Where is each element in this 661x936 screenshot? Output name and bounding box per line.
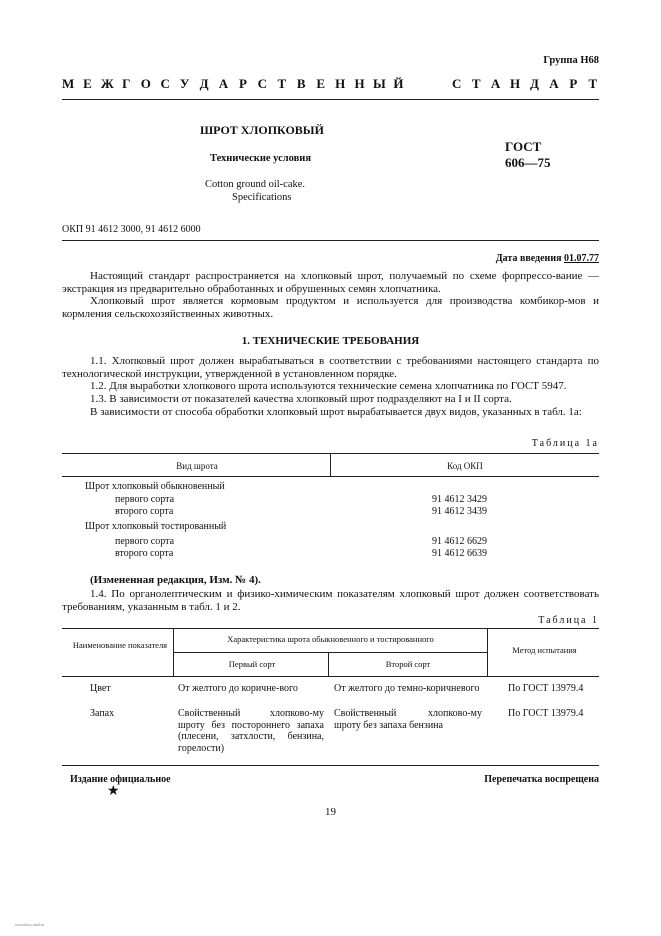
table-1-header-rule <box>62 676 599 677</box>
table-cell-method: По ГОСТ 13979.4 <box>508 708 584 719</box>
table-row: второго сорта <box>115 548 174 559</box>
intro-date-value: 01.07.77 <box>564 253 599 264</box>
clause-1-2: 1.2. Для выработки хлопкового шрота используются технические семена хлопчатника по ГОСТ 5947. <box>90 380 567 392</box>
table-row: первого сорта <box>115 494 175 505</box>
table-1a-header-type: Вид шрота <box>176 461 218 471</box>
banner-letter: О <box>140 76 151 91</box>
table-cell-code: 91 4612 6629 <box>432 536 487 547</box>
official-edition: Издание официальное <box>70 774 171 785</box>
table-row: Цвет <box>90 683 111 694</box>
banner-letter: А <box>218 76 229 91</box>
banner-letter: Е <box>316 76 326 91</box>
english-title: Cotton ground oil-cake. <box>205 179 306 190</box>
table-cell-second: Свойственный хлопково-му шроту без запаха бензина <box>334 708 482 731</box>
intro-paragraph-1: Настоящий стандарт распространяется на хлопковый шрот, получаемый по схеме форпрессо-вание — экстракция из предварительно обработанных и обрушенных семян хлопчатника. <box>62 270 599 295</box>
banner-letter: Н <box>354 76 365 91</box>
table-cell-method: По ГОСТ 13979.4 <box>508 683 584 694</box>
banner-letter: Р <box>238 76 247 91</box>
banner-letter: Й <box>393 76 404 91</box>
table-cell-first: От желтого до коричне-вого <box>178 683 298 694</box>
table-row: первого сорта <box>115 536 175 547</box>
banner-rule <box>62 99 599 100</box>
banner-letter <box>412 77 424 90</box>
table-1a-header-rule <box>62 476 599 477</box>
table-row: Шрот хлопковый тостированный <box>85 521 227 532</box>
banner-letter: Т <box>471 76 481 91</box>
table-cell-code: 91 4612 3439 <box>432 506 487 517</box>
banner-letter: Ы <box>373 76 386 91</box>
banner-letter: Е <box>83 76 92 91</box>
table-1a-header-code: Код ОКП <box>447 461 483 471</box>
table-cell-code: 91 4612 3429 <box>432 494 487 505</box>
banner-letter: С <box>452 76 462 91</box>
banner-letter: С <box>160 76 170 91</box>
banner-letter: Н <box>510 76 521 91</box>
table-cell-code: 91 4612 6639 <box>432 548 487 559</box>
clause-1-4: 1.4. По органолептическим и физико-химическим показателям хлопковый шрот должен соответствовать требованиям, указанным в табл. 1 и 2. <box>62 588 599 613</box>
banner-letter: Т <box>588 76 598 91</box>
table-1a-caption: Таблица 1а <box>531 438 599 449</box>
banner-letter <box>431 77 443 90</box>
table-1-col-divider <box>328 652 329 676</box>
banner-letter: А <box>549 76 559 91</box>
table-1-col-divider <box>487 628 488 676</box>
table-1-header-first: Первый сорт <box>228 659 276 669</box>
section-heading: 1. ТЕХНИЧЕСКИЕ ТРЕБОВАНИЯ <box>241 335 420 347</box>
intro-date <box>496 252 599 265</box>
reprint-prohibited: Перепечатка воспрещена <box>484 774 599 785</box>
banner-letter: Д <box>199 76 209 91</box>
clause-1-3b: В зависимости от способа обработки хлопковый шрот вырабатывается двух видов, указанных в табл. 1а: <box>90 406 582 418</box>
source-stamp: www.docs.cntd.ru <box>15 922 44 927</box>
clause-1-3: 1.3. В зависимости от показателей качества хлопковый шрот подразделяют на I и II сорта. <box>90 393 512 405</box>
clause-1-1: 1.1. Хлопковый шрот должен вырабатываться в соответствии с требованиями настоящего стандарта по технологической инструкции, утвержденной в установленном порядке. <box>62 355 599 380</box>
document-subtitle: Технические условия <box>210 153 312 164</box>
star-icon: ★ <box>107 784 120 799</box>
gost-label: ГОСТ <box>505 139 542 154</box>
table-row: второго сорта <box>115 506 174 517</box>
table-row: Шрот хлопковый обыкновенный <box>85 481 225 492</box>
table-1-header-name: Наименование показателя <box>72 640 168 650</box>
table-1-subheader-rule <box>173 652 487 653</box>
banner-letter: Д <box>530 76 539 91</box>
table-1-header-second: Второй сорт <box>385 659 431 669</box>
group-label: Группа Н68 <box>543 55 599 66</box>
table-row: Запах <box>90 708 115 719</box>
document-title: ШРОТ ХЛОПКОВЫЙ <box>200 123 324 137</box>
table-1-top-rule <box>62 628 599 629</box>
okp-codes: ОКП 91 4612 3000, 91 4612 6000 <box>62 224 201 235</box>
standard-banner <box>62 77 599 90</box>
banner-letter: А <box>490 76 501 91</box>
banner-letter: У <box>179 76 190 91</box>
table-1-header-characteristic: Характеристика шрота обыкновенного и тостированного <box>227 634 434 644</box>
table-1-header-method: Метод испытания <box>512 645 577 655</box>
banner-letter: Т <box>277 76 287 91</box>
intro-paragraph-2: Хлопковый шрот является кормовым продуктом и используется для производства комбикор-мов и кормления сельскохозяйственных животных. <box>62 295 599 320</box>
english-subtitle: Specifications <box>232 192 292 203</box>
amendment-note: (Измененная редакция, Изм. № 4). <box>90 574 261 586</box>
page-number: 19 <box>325 806 336 818</box>
footer-rule <box>62 765 599 766</box>
header-rule <box>62 240 599 241</box>
banner-letter: Р <box>569 76 578 91</box>
intro-date-label: Дата введения <box>495 253 564 264</box>
banner-letter: М <box>62 76 75 91</box>
table-cell-first: Свойственный хлопково-му шроту без постороннего запаха (плесени, затхлости, бензина, горелости) <box>178 708 324 754</box>
banner-letter: Ж <box>100 76 114 91</box>
banner-letter: В <box>296 76 306 91</box>
table-cell-second: От желтого до темно-коричневого <box>334 683 480 694</box>
table-1-caption: Таблица 1 <box>538 615 599 626</box>
banner-letter: Г <box>122 76 131 91</box>
banner-letter: С <box>257 76 268 91</box>
banner-letter: Н <box>335 76 346 91</box>
gost-number: 606—75 <box>505 155 551 170</box>
